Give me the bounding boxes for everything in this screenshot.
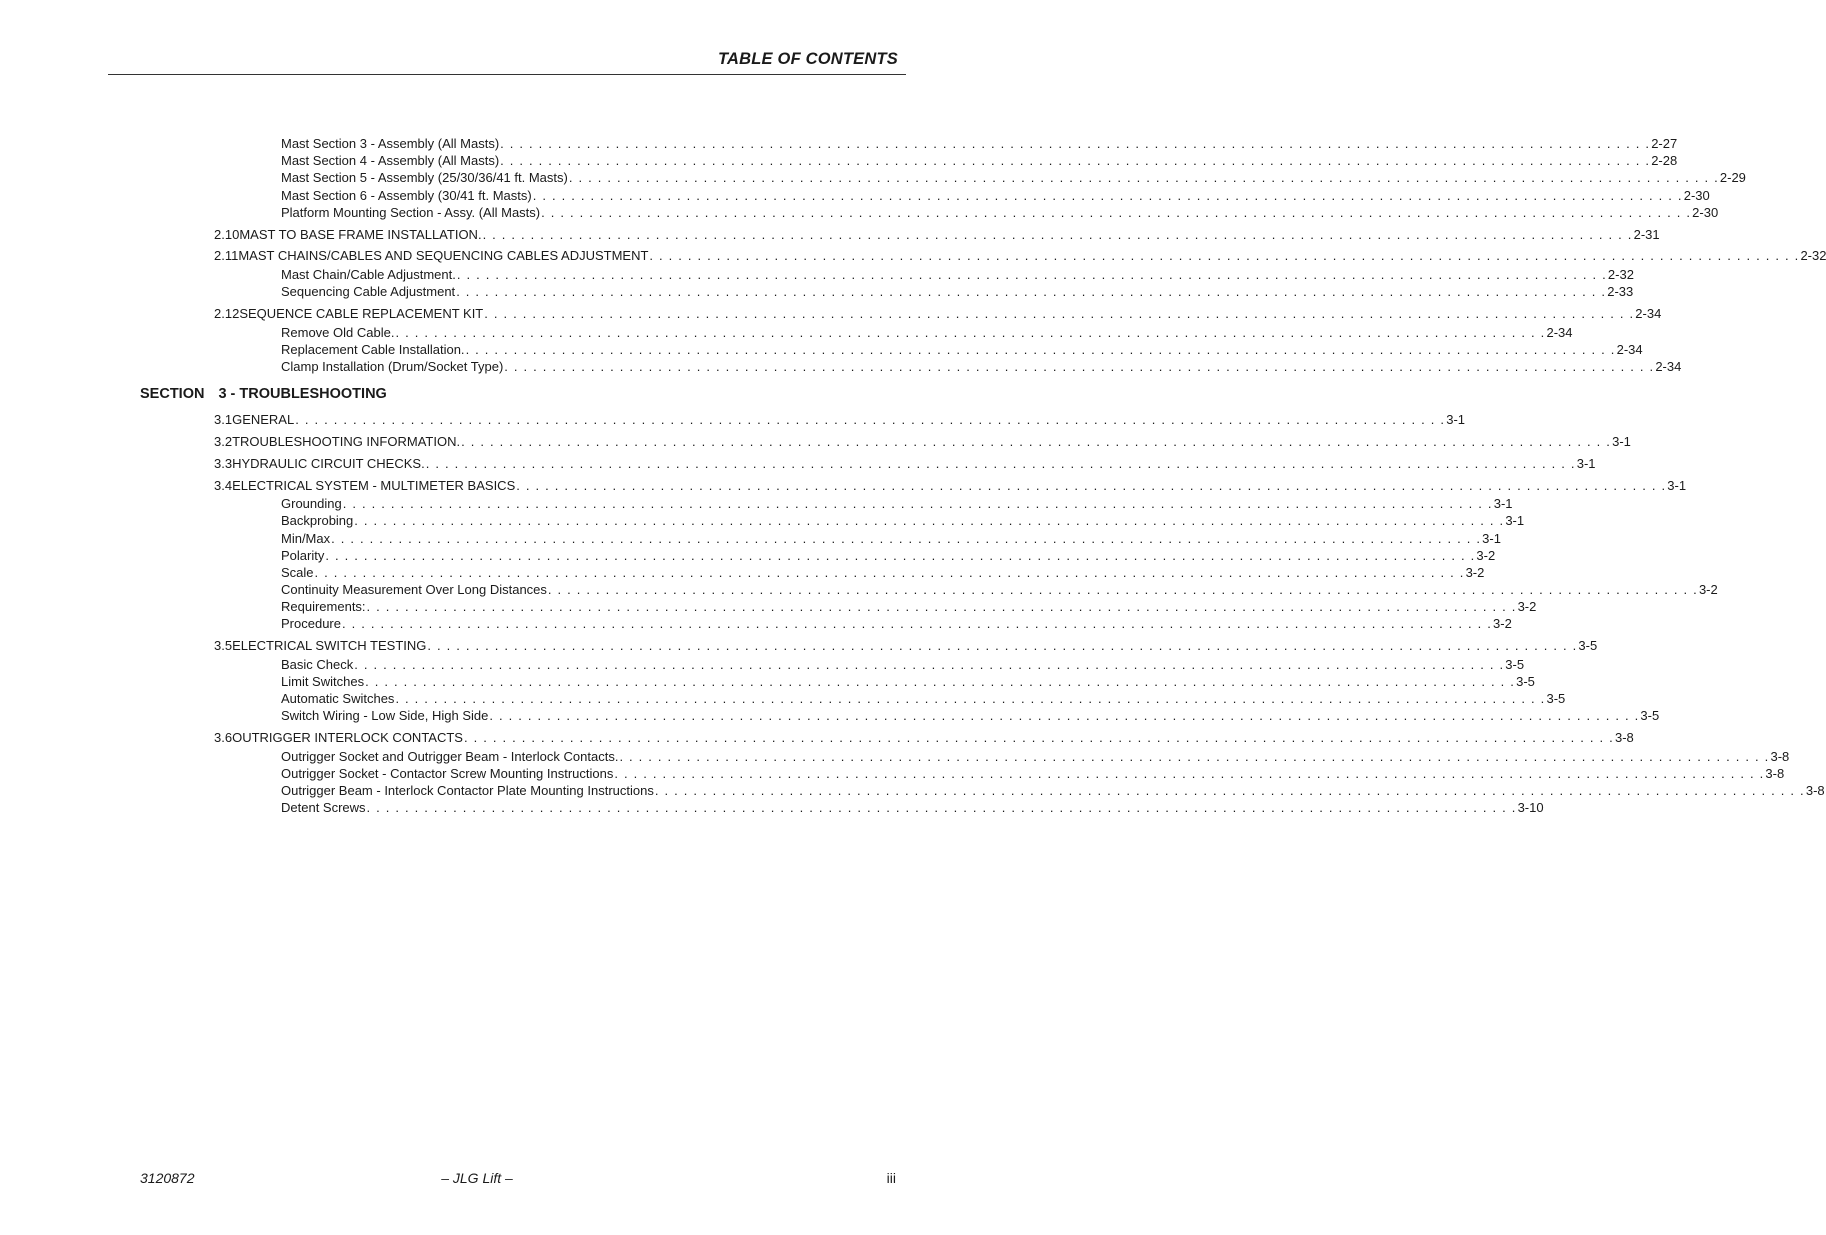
toc-entry-label: OUTRIGGER INTERLOCK CONTACTS bbox=[232, 730, 463, 745]
dot-leader: . . . . . . . . . . . . . . . . . . . . . . . . . . . . . . . . . . . . . . . . . . . . . . . . . . . . . . . . . . . . . . . . . . . . . . . . . . . . . . . . . . . . . . . . . . . . . . . . . . . . . . . . . . . . . . . . . . . . . . . . bbox=[366, 800, 1517, 815]
toc-entry-label: Grounding bbox=[281, 496, 342, 511]
dot-leader: . . . . . . . . . . . . . . . . . . . . . . . . . . . . . . . . . . . . . . . . . . . . . . . . . . . . . . . . . . . . . . . . . . . . . . . . . . . . . . . . . . . . . . . . . . . . . . . . . . . . . . . . . . . . . . . . . . . . . . . . bbox=[325, 548, 1476, 563]
toc-entry-number: 2.11 bbox=[214, 248, 239, 263]
footer-center-text: – JLG Lift – bbox=[441, 1170, 513, 1186]
dot-leader: . . . . . . . . . . . . . . . . . . . . . . . . . . . . . . . . . . . . . . . . . . . . . . . . . . . . . . . . . . . . . . . . . . . . . . . . . . . . . . . . . . . . . . . . . . . . . . . . . . . . . . . . . . . . . . . . . . . . . . . . bbox=[342, 496, 1493, 511]
toc-entry-page: 3-1 bbox=[1667, 478, 1687, 493]
toc-subentry bbox=[281, 657, 1525, 673]
toc-entry-page: 3-1 bbox=[1612, 434, 1631, 449]
toc-section-entry bbox=[214, 730, 1634, 746]
toc-entry-page: 2-28 bbox=[1651, 153, 1678, 168]
toc-entry-label: Remove Old Cable. bbox=[281, 325, 395, 340]
toc-subentry bbox=[281, 548, 1496, 564]
toc-entry-page: 2-34 bbox=[1546, 325, 1573, 340]
toc-entry-page: 3-2 bbox=[1493, 616, 1512, 631]
toc-section-entry bbox=[214, 412, 1466, 428]
toc-entry-label: Sequencing Cable Adjustment bbox=[281, 284, 456, 299]
toc-entry-page: 3-8 bbox=[1770, 749, 1790, 764]
toc-entry-label: Mast Section 3 - Assembly (All Masts) bbox=[281, 136, 500, 151]
toc-entry-page: 2-30 bbox=[1692, 205, 1719, 220]
toc-entry-label: ELECTRICAL SWITCH TESTING bbox=[232, 638, 427, 653]
dot-leader: . . . . . . . . . . . . . . . . . . . . . . . . . . . . . . . . . . . . . . . . . . . . . . . . . . . . . . . . . . . . . . . . . . . . . . . . . . . . . . . . . . . . . . . . . . . . . . . . . . . . . . . . . . . . . . . . . . . . . . . . bbox=[456, 267, 1607, 282]
dot-leader: . . . . . . . . . . . . . . . . . . . . . . . . . . . . . . . . . . . . . . . . . . . . . . . . . . . . . . . . . . . . . . . . . . . . . . . . . . . . . . . . . . . . . . . . . . . . . . . . . . . . . . . . . . . . . . . . . . . . . . . . bbox=[649, 248, 1800, 263]
dot-leader: . . . . . . . . . . . . . . . . . . . . . . . . . . . . . . . . . . . . . . . . . . . . . . . . . . . . . . . . . . . . . . . . . . . . . . . . . . . . . . . . . . . . . . . . . . . . . . . . . . . . . . . . . . . . . . . . . . . . . . . . bbox=[461, 434, 1612, 449]
dot-leader: . . . . . . . . . . . . . . . . . . . . . . . . . . . . . . . . . . . . . . . . . . . . . . . . . . . . . . . . . . . . . . . . . . . . . . . . . . . . . . . . . . . . . . . . . . . . . . . . . . . . . . . . . . . . . . . . . . . . . . . . bbox=[365, 674, 1516, 689]
toc-entry-label: Requirements: bbox=[281, 599, 366, 614]
toc-entry-label: Outrigger Socket - Contactor Screw Mounting Instructions bbox=[281, 766, 614, 781]
toc-entry-page: 3-8 bbox=[1765, 766, 1785, 781]
toc-entry-label: Basic Check bbox=[281, 657, 354, 672]
dot-leader: . . . . . . . . . . . . . . . . . . . . . . . . . . . . . . . . . . . . . . . . . . . . . . . . . . . . . . . . . . . . . . . . . . . . . . . . . . . . . . . . . . . . . . . . . . . . . . . . . . . . . . . . . . . . . . . . . . . . . . . . bbox=[541, 205, 1692, 220]
footer-doc-number: 3120872 bbox=[140, 1170, 195, 1186]
dot-leader: . . . . . . . . . . . . . . . . . . . . . . . . . . . . . . . . . . . . . . . . . . . . . . . . . . . . . . . . . . . . . . . . . . . . . . . . . . . . . . . . . . . . . . . . . . . . . . . . . . . . . . . . . . . . . . . . . . . . . . . . bbox=[366, 599, 1517, 614]
toc-entry-page: 3-1 bbox=[1446, 412, 1466, 427]
toc-entry-label: ELECTRICAL SYSTEM - MULTIMETER BASICS bbox=[232, 478, 516, 493]
toc-entry-page: 3-5 bbox=[1505, 657, 1525, 672]
toc-subentry bbox=[281, 136, 1678, 152]
toc-entry-label: Limit Switches bbox=[281, 674, 365, 689]
dot-leader: . . . . . . . . . . . . . . . . . . . . . . . . . . . . . . . . . . . . . . . . . . . . . . . . . . . . . . . . . . . . . . . . . . . . . . . . . . . . . . . . . . . . . . . . . . . . . . . . . . . . . . . . . . . . . . . . . . . . . . . . bbox=[482, 227, 1633, 242]
dot-leader: . . . . . . . . . . . . . . . . . . . . . . . . . . . . . . . . . . . . . . . . . . . . . . . . . . . . . . . . . . . . . . . . . . . . . . . . . . . . . . . . . . . . . . . . . . . . . . . . . . . . . . . . . . . . . . . . . . . . . . . . bbox=[456, 284, 1607, 299]
toc-entry-label: Detent Screws bbox=[281, 800, 366, 815]
dot-leader: . . . . . . . . . . . . . . . . . . . . . . . . . . . . . . . . . . . . . . . . . . . . . . . . . . . . . . . . . . . . . . . . . . . . . . . . . . . . . . . . . . . . . . . . . . . . . . . . . . . . . . . . . . . . . . . . . . . . . . . . bbox=[500, 153, 1651, 168]
toc-entry-label: MAST CHAINS/CABLES AND SEQUENCING CABLES ADJUSTMENT bbox=[238, 248, 649, 263]
header-title: TABLE OF CONTENTS bbox=[717, 50, 898, 68]
toc-entry-page: 2-33 bbox=[1607, 284, 1634, 299]
dot-leader: . . . . . . . . . . . . . . . . . . . . . . . . . . . . . . . . . . . . . . . . . . . . . . . . . . . . . . . . . . . . . . . . . . . . . . . . . . . . . . . . . . . . . . . . . . . . . . . . . . . . . . . . . . . . . . . . . . . . . . . . bbox=[484, 306, 1635, 321]
toc-section-entry bbox=[214, 227, 1660, 243]
toc-subentry bbox=[281, 674, 1535, 690]
toc-entry-page: 2-32 bbox=[1800, 248, 1826, 263]
toc-subentry bbox=[281, 582, 1718, 598]
toc-section-entry bbox=[214, 306, 1662, 322]
toc-entry-label: Mast Section 6 - Assembly (30/41 ft. Masts) bbox=[281, 188, 532, 203]
dot-leader: . . . . . . . . . . . . . . . . . . . . . . . . . . . . . . . . . . . . . . . . . . . . . . . . . . . . . . . . . . . . . . . . . . . . . . . . . . . . . . . . . . . . . . . . . . . . . . . . . . . . . . . . . . . . . . . . . . . . . . . . bbox=[504, 359, 1655, 374]
section-heading-title: 3 - TROUBLESHOOTING bbox=[218, 386, 387, 402]
toc-entry-page: 3-1 bbox=[1576, 456, 1596, 471]
dot-leader: . . . . . . . . . . . . . . . . . . . . . . . . . . . . . . . . . . . . . . . . . . . . . . . . . . . . . . . . . . . . . . . . . . . . . . . . . . . . . . . . . . . . . . . . . . . . . . . . . . . . . . . . . . . . . . . . . . . . . . . . bbox=[354, 513, 1505, 528]
toc-entry-page: 3-2 bbox=[1465, 565, 1485, 580]
toc-entry-page: 2-30 bbox=[1683, 188, 1710, 203]
section-heading-label: SECTION bbox=[140, 386, 205, 402]
toc-subentry bbox=[281, 496, 1513, 512]
toc-subentry bbox=[281, 267, 1634, 283]
toc-entry-label: Mast Section 4 - Assembly (All Masts) bbox=[281, 153, 500, 168]
toc-entry-label: Mast Section 5 - Assembly (25/30/36/41 ft. Masts) bbox=[281, 170, 568, 185]
dot-leader: . . . . . . . . . . . . . . . . . . . . . . . . . . . . . . . . . . . . . . . . . . . . . . . . . . . . . . . . . . . . . . . . . . . . . . . . . . . . . . . . . . . . . . . . . . . . . . . . . . . . . . . . . . . . . . . . . . . . . . . . bbox=[425, 456, 1576, 471]
toc-entry-page: 2-31 bbox=[1633, 227, 1660, 242]
toc-entry-label: Scale bbox=[281, 565, 314, 580]
toc-entry-page: 3-2 bbox=[1698, 582, 1718, 597]
toc-entry-number: 3.2 bbox=[214, 434, 233, 449]
toc-subentry bbox=[281, 616, 1512, 632]
dot-leader: . . . . . . . . . . . . . . . . . . . . . . . . . . . . . . . . . . . . . . . . . . . . . . . . . . . . . . . . . . . . . . . . . . . . . . . . . . . . . . . . . . . . . . . . . . . . . . . . . . . . . . . . . . . . . . . . . . . . . . . . bbox=[654, 783, 1805, 798]
toc-entry-number: 3.5 bbox=[214, 638, 233, 653]
toc-entry-page: 3-1 bbox=[1505, 513, 1525, 528]
toc-subentry bbox=[281, 691, 1566, 707]
toc-subentry bbox=[281, 153, 1678, 169]
dot-leader: . . . . . . . . . . . . . . . . . . . . . . . . . . . . . . . . . . . . . . . . . . . . . . . . . . . . . . . . . . . . . . . . . . . . . . . . . . . . . . . . . . . . . . . . . . . . . . . . . . . . . . . . . . . . . . . . . . . . . . . . bbox=[500, 136, 1651, 151]
dot-leader: . . . . . . . . . . . . . . . . . . . . . . . . . . . . . . . . . . . . . . . . . . . . . . . . . . . . . . . . . . . . . . . . . . . . . . . . . . . . . . . . . . . . . . . . . . . . . . . . . . . . . . . . . . . . . . . . . . . . . . . . bbox=[465, 342, 1616, 357]
header-rule bbox=[108, 74, 906, 75]
toc-entry-label: Replacement Cable Installation. bbox=[281, 342, 465, 357]
toc-entry-page: 3-10 bbox=[1517, 800, 1544, 815]
toc-entry-page: 3-8 bbox=[1805, 783, 1825, 798]
toc-subentry bbox=[281, 565, 1485, 581]
toc-subentry bbox=[281, 599, 1537, 615]
toc-entry-page: 2-32 bbox=[1607, 267, 1634, 282]
toc-subentry bbox=[281, 284, 1634, 300]
toc-entry-label: Outrigger Beam - Interlock Contactor Plate Mounting Instructions bbox=[281, 783, 654, 798]
toc-entry-page: 3-1 bbox=[1482, 531, 1501, 546]
dot-leader: . . . . . . . . . . . . . . . . . . . . . . . . . . . . . . . . . . . . . . . . . . . . . . . . . . . . . . . . . . . . . . . . . . . . . . . . . . . . . . . . . . . . . . . . . . . . . . . . . . . . . . . . . . . . . . . . . . . . . . . . bbox=[395, 325, 1546, 340]
dot-leader: . . . . . . . . . . . . . . . . . . . . . . . . . . . . . . . . . . . . . . . . . . . . . . . . . . . . . . . . . . . . . . . . . . . . . . . . . . . . . . . . . . . . . . . . . . . . . . . . . . . . . . . . . . . . . . . . . . . . . . . . bbox=[532, 188, 1683, 203]
toc-subentry bbox=[281, 359, 1682, 375]
toc-entry-label: Backprobing bbox=[281, 513, 354, 528]
toc-subentry bbox=[281, 205, 1719, 221]
dot-leader: . . . . . . . . . . . . . . . . . . . . . . . . . . . . . . . . . . . . . . . . . . . . . . . . . . . . . . . . . . . . . . . . . . . . . . . . . . . . . . . . . . . . . . . . . . . . . . . . . . . . . . . . . . . . . . . . . . . . . . . . bbox=[547, 582, 1698, 597]
toc-subentry bbox=[281, 188, 1710, 204]
toc-subentry bbox=[281, 531, 1501, 547]
toc-subentry bbox=[281, 800, 1544, 816]
toc-entry-page: 2-34 bbox=[1655, 359, 1682, 374]
toc-subentry bbox=[281, 783, 1825, 799]
toc-entry-page: 2-34 bbox=[1616, 342, 1643, 357]
toc-subentry bbox=[281, 749, 1790, 765]
toc-entry-label: TROUBLESHOOTING INFORMATION. bbox=[232, 434, 461, 449]
dot-leader: . . . . . . . . . . . . . . . . . . . . . . . . . . . . . . . . . . . . . . . . . . . . . . . . . . . . . . . . . . . . . . . . . . . . . . . . . . . . . . . . . . . . . . . . . . . . . . . . . . . . . . . . . . . . . . . . . . . . . . . . bbox=[516, 478, 1667, 493]
toc-entry-page: 3-5 bbox=[1546, 691, 1566, 706]
section-heading bbox=[140, 386, 387, 402]
dot-leader: . . . . . . . . . . . . . . . . . . . . . . . . . . . . . . . . . . . . . . . . . . . . . . . . . . . . . . . . . . . . . . . . . . . . . . . . . . . . . . . . . . . . . . . . . . . . . . . . . . . . . . . . . . . . . . . . . . . . . . . . bbox=[341, 616, 1493, 631]
toc-entry-label: Mast Chain/Cable Adjustment. bbox=[281, 267, 456, 282]
toc-entry-number: 3.3 bbox=[214, 456, 233, 471]
toc-entry-label: GENERAL bbox=[232, 412, 295, 427]
toc-entry-label: HYDRAULIC CIRCUIT CHECKS. bbox=[232, 456, 425, 471]
dot-leader: . . . . . . . . . . . . . . . . . . . . . . . . . . . . . . . . . . . . . . . . . . . . . . . . . . . . . . . . . . . . . . . . . . . . . . . . . . . . . . . . . . . . . . . . . . . . . . . . . . . . . . . . . . . . . . . . . . . . . . . . bbox=[295, 412, 1446, 427]
dot-leader: . . . . . . . . . . . . . . . . . . . . . . . . . . . . . . . . . . . . . . . . . . . . . . . . . . . . . . . . . . . . . . . . . . . . . . . . . . . . . . . . . . . . . . . . . . . . . . . . . . . . . . . . . . . . . . . . . . . . . . . . bbox=[619, 749, 1770, 764]
toc-entry-label: Continuity Measurement Over Long Distances bbox=[281, 582, 547, 597]
dot-leader: . . . . . . . . . . . . . . . . . . . . . . . . . . . . . . . . . . . . . . . . . . . . . . . . . . . . . . . . . . . . . . . . . . . . . . . . . . . . . . . . . . . . . . . . . . . . . . . . . . . . . . . . . . . . . . . . . . . . . . . . bbox=[395, 691, 1546, 706]
toc-subentry bbox=[281, 342, 1643, 358]
toc-entry-page: 3-5 bbox=[1578, 638, 1598, 653]
toc-entry-label: Platform Mounting Section - Assy. (All Masts) bbox=[281, 205, 541, 220]
footer-page-number: iii bbox=[886, 1170, 896, 1186]
toc-subentry bbox=[281, 513, 1525, 529]
dot-leader: . . . . . . . . . . . . . . . . . . . . . . . . . . . . . . . . . . . . . . . . . . . . . . . . . . . . . . . . . . . . . . . . . . . . . . . . . . . . . . . . . . . . . . . . . . . . . . . . . . . . . . . . . . . . . . . . . . . . . . . . bbox=[354, 657, 1505, 672]
dot-leader: . . . . . . . . . . . . . . . . . . . . . . . . . . . . . . . . . . . . . . . . . . . . . . . . . . . . . . . . . . . . . . . . . . . . . . . . . . . . . . . . . . . . . . . . . . . . . . . . . . . . . . . . . . . . . . . . . . . . . . . . bbox=[614, 766, 1765, 781]
dot-leader: . . . . . . . . . . . . . . . . . . . . . . . . . . . . . . . . . . . . . . . . . . . . . . . . . . . . . . . . . . . . . . . . . . . . . . . . . . . . . . . . . . . . . . . . . . . . . . . . . . . . . . . . . . . . . . . . . . . . . . . . bbox=[427, 638, 1578, 653]
toc-entry-number: 3.1 bbox=[214, 412, 233, 427]
toc-section-entry bbox=[214, 638, 1598, 654]
toc-section-entry bbox=[214, 248, 1826, 264]
toc-entry-page: 3-2 bbox=[1517, 599, 1537, 614]
dot-leader: . . . . . . . . . . . . . . . . . . . . . . . . . . . . . . . . . . . . . . . . . . . . . . . . . . . . . . . . . . . . . . . . . . . . . . . . . . . . . . . . . . . . . . . . . . . . . . . . . . . . . . . . . . . . . . . . . . . . . . . . bbox=[568, 170, 1719, 185]
toc-entry-label: Polarity bbox=[281, 548, 325, 563]
toc-entry-page: 2-27 bbox=[1651, 136, 1678, 151]
dot-leader: . . . . . . . . . . . . . . . . . . . . . . . . . . . . . . . . . . . . . . . . . . . . . . . . . . . . . . . . . . . . . . . . . . . . . . . . . . . . . . . . . . . . . . . . . . . . . . . . . . . . . . . . . . . . . . . . . . . . . . . . bbox=[489, 708, 1640, 723]
toc-entry-label: Switch Wiring - Low Side, High Side bbox=[281, 708, 489, 723]
toc-subentry bbox=[281, 325, 1573, 341]
toc-entry-page: 2-34 bbox=[1635, 306, 1662, 321]
toc-entry-page: 3-1 bbox=[1493, 496, 1513, 511]
toc-entry-page: 3-5 bbox=[1640, 708, 1660, 723]
toc-entry-label: Outrigger Socket and Outrigger Beam - Interlock Contacts. bbox=[281, 749, 619, 764]
toc-subentry bbox=[281, 766, 1785, 782]
toc-entry-label: Min/Max bbox=[281, 531, 331, 546]
toc-entry-page: 3-8 bbox=[1615, 730, 1634, 745]
toc-entry-page: 2-29 bbox=[1719, 170, 1746, 185]
dot-leader: . . . . . . . . . . . . . . . . . . . . . . . . . . . . . . . . . . . . . . . . . . . . . . . . . . . . . . . . . . . . . . . . . . . . . . . . . . . . . . . . . . . . . . . . . . . . . . . . . . . . . . . . . . . . . . . . . . . . . . . . bbox=[331, 531, 1482, 546]
toc-entry-page: 3-2 bbox=[1476, 548, 1496, 563]
toc-section-entry bbox=[214, 434, 1631, 450]
toc-entry-number: 2.10 bbox=[214, 227, 240, 242]
toc-section-entry bbox=[214, 456, 1596, 472]
toc-entry-label: Automatic Switches bbox=[281, 691, 395, 706]
toc-entry-number: 2.12 bbox=[214, 306, 240, 321]
toc-entry-number: 3.6 bbox=[214, 730, 233, 745]
toc-entry-label: SEQUENCE CABLE REPLACEMENT KIT bbox=[239, 306, 484, 321]
toc-entry-label: Procedure bbox=[281, 616, 341, 631]
toc-section-entry bbox=[214, 478, 1687, 494]
toc-entry-number: 3.4 bbox=[214, 478, 233, 493]
toc-subentry bbox=[281, 708, 1660, 724]
toc-entry-page: 3-5 bbox=[1516, 674, 1535, 689]
toc-subentry bbox=[281, 170, 1746, 186]
dot-leader: . . . . . . . . . . . . . . . . . . . . . . . . . . . . . . . . . . . . . . . . . . . . . . . . . . . . . . . . . . . . . . . . . . . . . . . . . . . . . . . . . . . . . . . . . . . . . . . . . . . . . . . . . . . . . . . . . . . . . . . . bbox=[463, 730, 1614, 745]
toc-entry-label: Clamp Installation (Drum/Socket Type) bbox=[281, 359, 504, 374]
dot-leader: . . . . . . . . . . . . . . . . . . . . . . . . . . . . . . . . . . . . . . . . . . . . . . . . . . . . . . . . . . . . . . . . . . . . . . . . . . . . . . . . . . . . . . . . . . . . . . . . . . . . . . . . . . . . . . . . . . . . . . . . bbox=[314, 565, 1465, 580]
toc-entry-label: MAST TO BASE FRAME INSTALLATION. bbox=[239, 227, 482, 242]
